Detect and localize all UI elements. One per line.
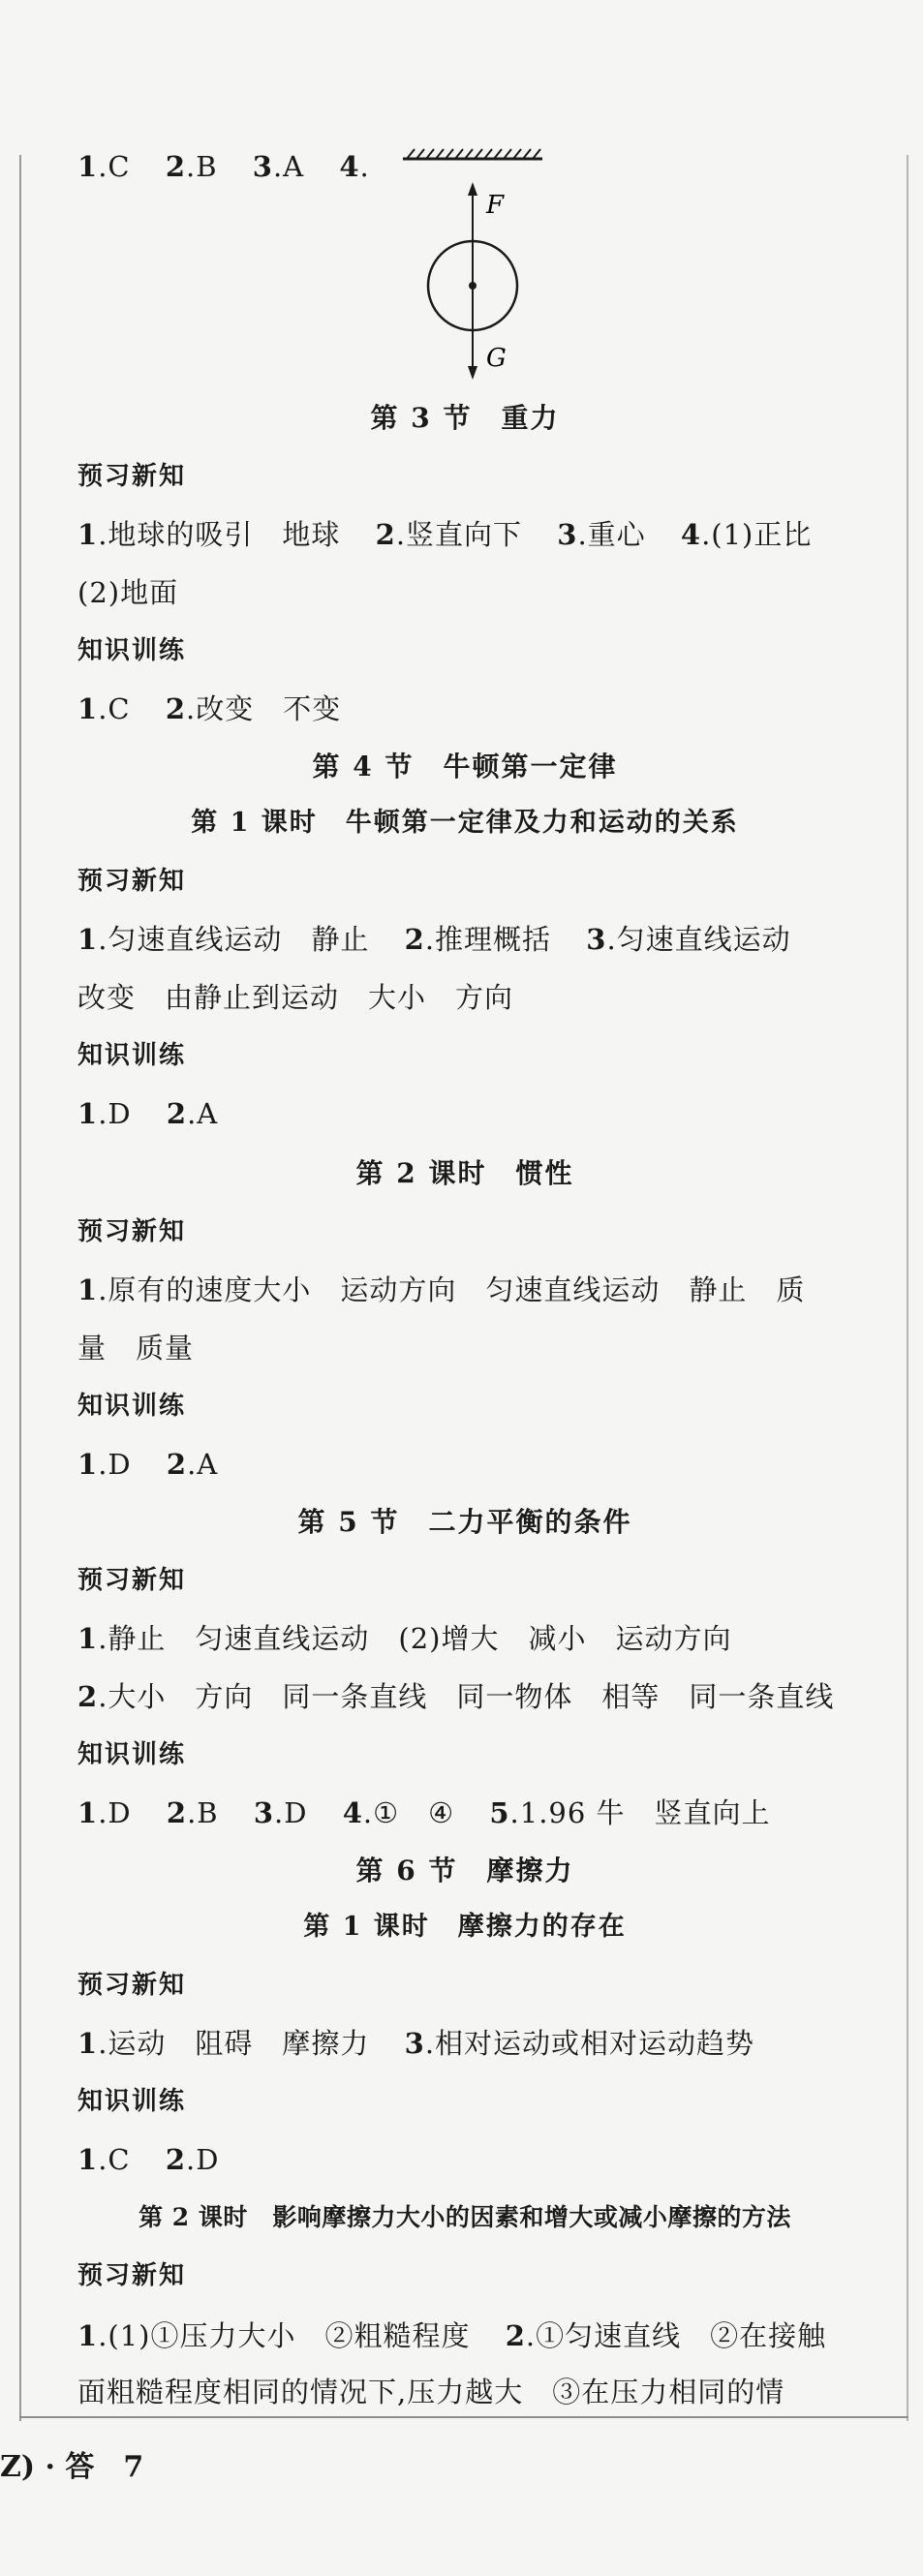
sec4-train2-label: 知识训练 bbox=[77, 1392, 187, 1421]
sec3-preview-line2: (2)地面 bbox=[77, 576, 179, 609]
sec6-preview-label: 预习新知 bbox=[77, 1971, 187, 2000]
top-answer-line: 1.C 2.B 3.A 4. bbox=[77, 150, 370, 183]
sec5-train-line: 1.D 2.B 3.D 4.① ④ 5.1.96 牛 竖直向上 bbox=[77, 1796, 771, 1829]
sec6-train-line: 1.C 2.D bbox=[77, 2143, 220, 2176]
right-column-rule bbox=[907, 155, 908, 2421]
sec6-lesson2-title: 第 2 课时 影响摩擦力大小的因素和增大或减小摩擦的方法 bbox=[138, 2203, 791, 2231]
sec5-preview-line1: 1.静止 匀速直线运动 (2)增大 减小 运动方向 bbox=[77, 1622, 732, 1655]
page-footer: Z) · 答 7 bbox=[0, 2450, 144, 2484]
sec6-preview2-label: 预习新知 bbox=[77, 2261, 187, 2290]
sec4-preview-label: 预习新知 bbox=[77, 867, 187, 896]
sec6-train-label: 知识训练 bbox=[77, 2087, 187, 2116]
force-f-arrowhead bbox=[468, 182, 477, 196]
force-g-arrowhead bbox=[468, 366, 477, 380]
left-column-rule bbox=[19, 155, 21, 2421]
sec6-preview2-line2: 面粗糙程度相同的情况下,压力越大 ③在压力相同的情 bbox=[77, 2376, 785, 2408]
sec6-lesson1-title: 第 1 课时 摩擦力的存在 bbox=[303, 1912, 627, 1942]
sec5-preview-line2: 2.大小 方向 同一条直线 同一物体 相等 同一条直线 bbox=[77, 1680, 835, 1713]
sec3-train-line: 1.C 2.改变 不变 bbox=[77, 692, 342, 725]
sec4-train-label: 知识训练 bbox=[77, 1041, 187, 1070]
sec6-title: 第 6 节 摩擦力 bbox=[355, 1855, 574, 1886]
sec4-preview2-label: 预习新知 bbox=[77, 1217, 187, 1246]
sec3-train-label: 知识训练 bbox=[77, 636, 187, 665]
sec4-lesson1-title: 第 1 课时 牛顿第一定律及力和运动的关系 bbox=[191, 808, 739, 838]
sec4-lesson2-title: 第 2 课时 惯性 bbox=[355, 1157, 574, 1189]
sec4-preview-line1: 1.匀速直线运动 静止 2.推理概括 3.匀速直线运动 bbox=[77, 923, 791, 956]
sec4-preview-line2: 改变 由静止到运动 大小 方向 bbox=[77, 981, 514, 1014]
sec6-preview2-line1: 1.(1)①压力大小 ②粗糙程度 2.①匀速直线 ②在接触 bbox=[77, 2319, 827, 2352]
sec6-preview-line: 1.运动 阻碍 摩擦力 3.相对运动或相对运动趋势 bbox=[77, 2027, 755, 2060]
sec4-title: 第 4 节 牛顿第一定律 bbox=[312, 751, 618, 782]
sec3-preview-label: 预习新知 bbox=[77, 462, 187, 491]
sec4-train2-line: 1.D 2.A bbox=[77, 1448, 219, 1481]
sec4-preview2-line2: 量 质量 bbox=[77, 1332, 195, 1365]
sec4-train-line: 1.D 2.A bbox=[77, 1097, 219, 1130]
sec5-preview-label: 预习新知 bbox=[77, 1566, 187, 1595]
sec4-preview2-line1: 1.原有的速度大小 运动方向 匀速直线运动 静止 质 bbox=[77, 1273, 806, 1306]
sec3-title: 第 3 节 重力 bbox=[370, 402, 560, 434]
force-g-label: G bbox=[486, 344, 507, 373]
sec3-preview-line1: 1.地球的吸引 地球 2.竖直向下 3.重心 4.(1)正比 bbox=[77, 518, 813, 551]
bottom-rule bbox=[19, 2416, 908, 2418]
force-f-label: F bbox=[486, 191, 505, 220]
sec5-title: 第 5 节 二力平衡的条件 bbox=[297, 1506, 632, 1538]
force-diagram bbox=[397, 145, 552, 387]
sec5-train-label: 知识训练 bbox=[77, 1740, 187, 1769]
